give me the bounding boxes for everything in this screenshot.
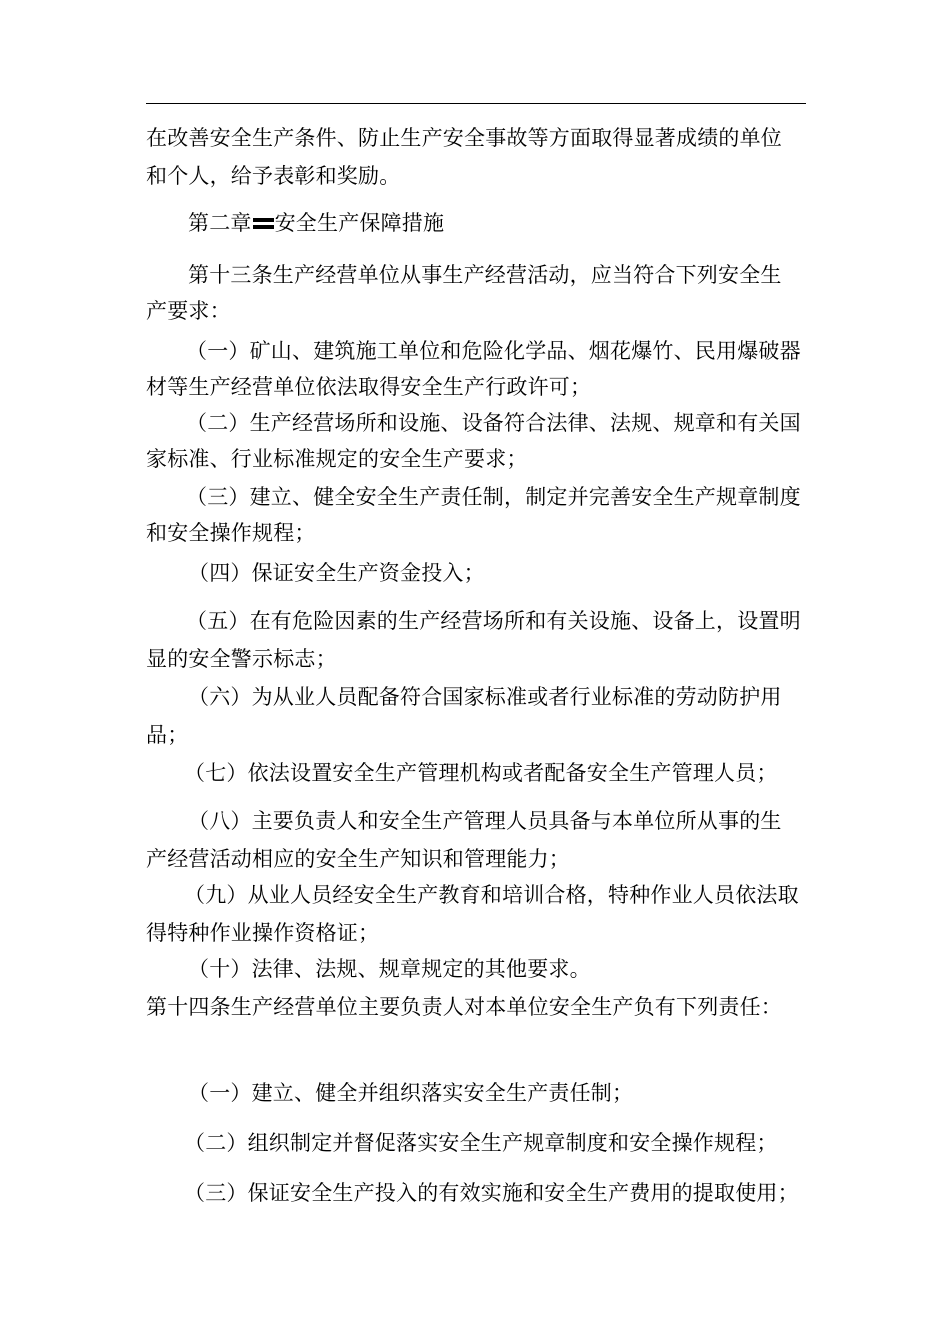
list-item: （九）从业人员经安全生产教育和培训合格，特种作业人员依法取 <box>184 883 799 907</box>
list-item: （三）建立、健全安全生产责任制，制定并完善安全生产规章制度 <box>186 485 801 509</box>
article-13-heading: 第十三条生产经营单位从事生产经营活动，应当符合下列安全生 <box>188 263 782 287</box>
list-item: （七）依法设置安全生产管理机构或者配备安全生产管理人员； <box>184 761 778 785</box>
list-item: （八）主要负责人和安全生产管理人员具备与本单位所从事的生 <box>188 809 782 833</box>
list-item: （一）建立、健全并组织落实安全生产责任制； <box>188 1081 634 1105</box>
paragraph-line: 产要求： <box>146 299 231 323</box>
list-item-continuation: 得特种作业操作资格证； <box>146 921 380 945</box>
paragraph-line: 和个人，给予表彰和奖励。 <box>146 164 401 188</box>
list-item-continuation: 品； <box>146 723 189 747</box>
list-item: （五）在有危险因素的生产经营场所和有关设施、设备上，设置明 <box>186 609 801 633</box>
article-14-heading: 第十四条生产经营单位主要负责人对本单位安全生产负有下列责任： <box>146 995 782 1019</box>
list-item-continuation: 材等生产经营单位依法取得安全生产行政许可； <box>146 375 592 399</box>
chapter-title: 安全生产保障措施 <box>274 211 445 235</box>
list-item-continuation: 和安全操作规程； <box>146 521 316 545</box>
header-rule <box>146 103 806 104</box>
list-item: （二）生产经营场所和设施、设备符合法律、法规、规章和有关国 <box>186 411 801 435</box>
paragraph-line: 在改善安全生产条件、防止生产安全事故等方面取得显著成绩的单位 <box>146 126 782 150</box>
chapter-separator-icon <box>253 216 274 230</box>
chapter-number: 第二章 <box>188 211 252 235</box>
list-item: （一）矿山、建筑施工单位和危险化学品、烟花爆竹、民用爆破器 <box>186 339 801 363</box>
list-item-continuation: 家标准、行业标准规定的安全生产要求； <box>146 447 528 471</box>
list-item: （三）保证安全生产投入的有效实施和安全生产费用的提取使用； <box>184 1181 799 1205</box>
list-item-continuation: 显的安全警示标志； <box>146 647 337 671</box>
list-item: （十）法律、法规、规章规定的其他要求。 <box>188 957 591 981</box>
list-item: （四）保证安全生产资金投入； <box>188 561 485 585</box>
list-item-continuation: 产经营活动相应的安全生产知识和管理能力； <box>146 847 570 871</box>
list-item: （二）组织制定并督促落实安全生产规章制度和安全操作规程； <box>184 1131 778 1155</box>
chapter-heading <box>188 210 444 236</box>
list-item: （六）为从业人员配备符合国家标准或者行业标准的劳动防护用 <box>188 685 782 709</box>
